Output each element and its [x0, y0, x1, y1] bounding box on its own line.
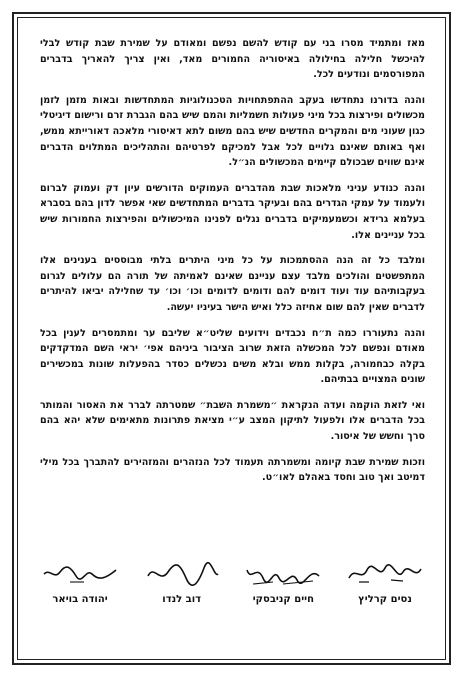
paragraph-1: מאז ומתמיד מסרו בני עם קודש להשם נפשם ומאודם על שמירת שבת קודש לבלי להיכשל חלילה בחילולה באיסוריה החמורים מאד, ואין צריך להאריך בדברים המפורסמים ונודעים לכל. [40, 38, 425, 81]
paragraph-7: וזכות שמירת שבת קיומה ומשמרתה תעמוד לכל הנזהרים והמזהירים להתברך בכל מילי דמיטב ואך טוב וחסד באהלם לאו״ט. [40, 456, 425, 484]
paragraph-6: ואי לזאת הוקמה ועדה הנקראת ״משמרת השבת״ שמטרתה לברר את האסור והמותר בכל הדברים אלו ולפעול לתיקון המצב ע״י מציאת פתרונות מתאימים שלא יהא בהם סרך וחשש של איסור. [40, 399, 425, 443]
handwritten-signature-icon [345, 560, 425, 588]
handwritten-signature-icon [243, 560, 323, 588]
signatures-row [40, 560, 425, 620]
signature-block [40, 560, 120, 620]
signature-block [142, 560, 222, 620]
signature-block [243, 560, 323, 620]
handwritten-signature-icon [40, 560, 120, 588]
paragraph-5: והנה נתעוררו כמה ת״ח נכבדים וידועים שליט״א שליבם ער ומתמסרים לענין בכל מאודם ונפשם לכל המכשלה הזאת שרוב הציבור ביניהם אפי׳ יראי השם המדקדקים בקלה כבחמורה, בקלות ממש ובלא משים נכשלים כסדר בהפעלות שונות במכשירים שונים המצויים בבתיהם. [40, 327, 425, 386]
paragraph-3: והנה כנודע עניני מלאכות שבת מהדברים העמוקים הדורשים עיון דק ועמוק לברום ולעמוד על עמקי הגדרים בהם ובעיקר בדברים המתחדשים שאי אפשר לדון בהם בסברא בעלמא גרידא וכשמעמיקים בדברים נגלים לפנינו המיכשולים והפירצות החמורות שיש בכל עניינים אלו. [40, 182, 425, 241]
signatory-name: נסים קרליץ [358, 594, 412, 605]
signatory-name: דוב לנדו [162, 594, 202, 605]
paragraph-4: ומלבד כל זה הנה ההסתמכות על כל מיני היתרים בלתי מבוססים בענינים אלו המתפשטים והולכים מלבד עצם עניינם שאינם לאמיתה של תורה הם עלולים לגרום בעקבותיהם עוד ועוד דומים להם ודומים לדומים וכו׳ וכו׳ עד שחלילה יביאו להיתרים לדברים שאין להם שום אחיזה כלל ואיש הישר בעיניו יעשה. [40, 255, 425, 313]
signature-block [345, 560, 425, 620]
letter-body [40, 36, 425, 496]
signatory-name: חיים קניבסקי [252, 594, 314, 605]
handwritten-signature-icon [142, 560, 222, 588]
signatory-name: יהודה בויאר [52, 594, 108, 605]
paragraph-2: והנה בדורנו נתחדשו בעקב ההתפתחויות הטכנולוגיות המתחדשות ובאות מזמן לזמן מכשולים ופירצות בכל מיני פעולות חשמליות והמם שיש בהם הגברת זרם ורישום דיגיטלי כגון שעוני מים והמקרים החדשים שיש בהם משום לתא דאיסורי מלאכה דאורייתא ממש, ואף באותם שאינם גלויים לכל אבל למכיקם לפרטיהם והתהליכים המתלוים הדברים אינם שווים שבכולם קיימים המכשולים הנ״ל. [40, 94, 425, 169]
